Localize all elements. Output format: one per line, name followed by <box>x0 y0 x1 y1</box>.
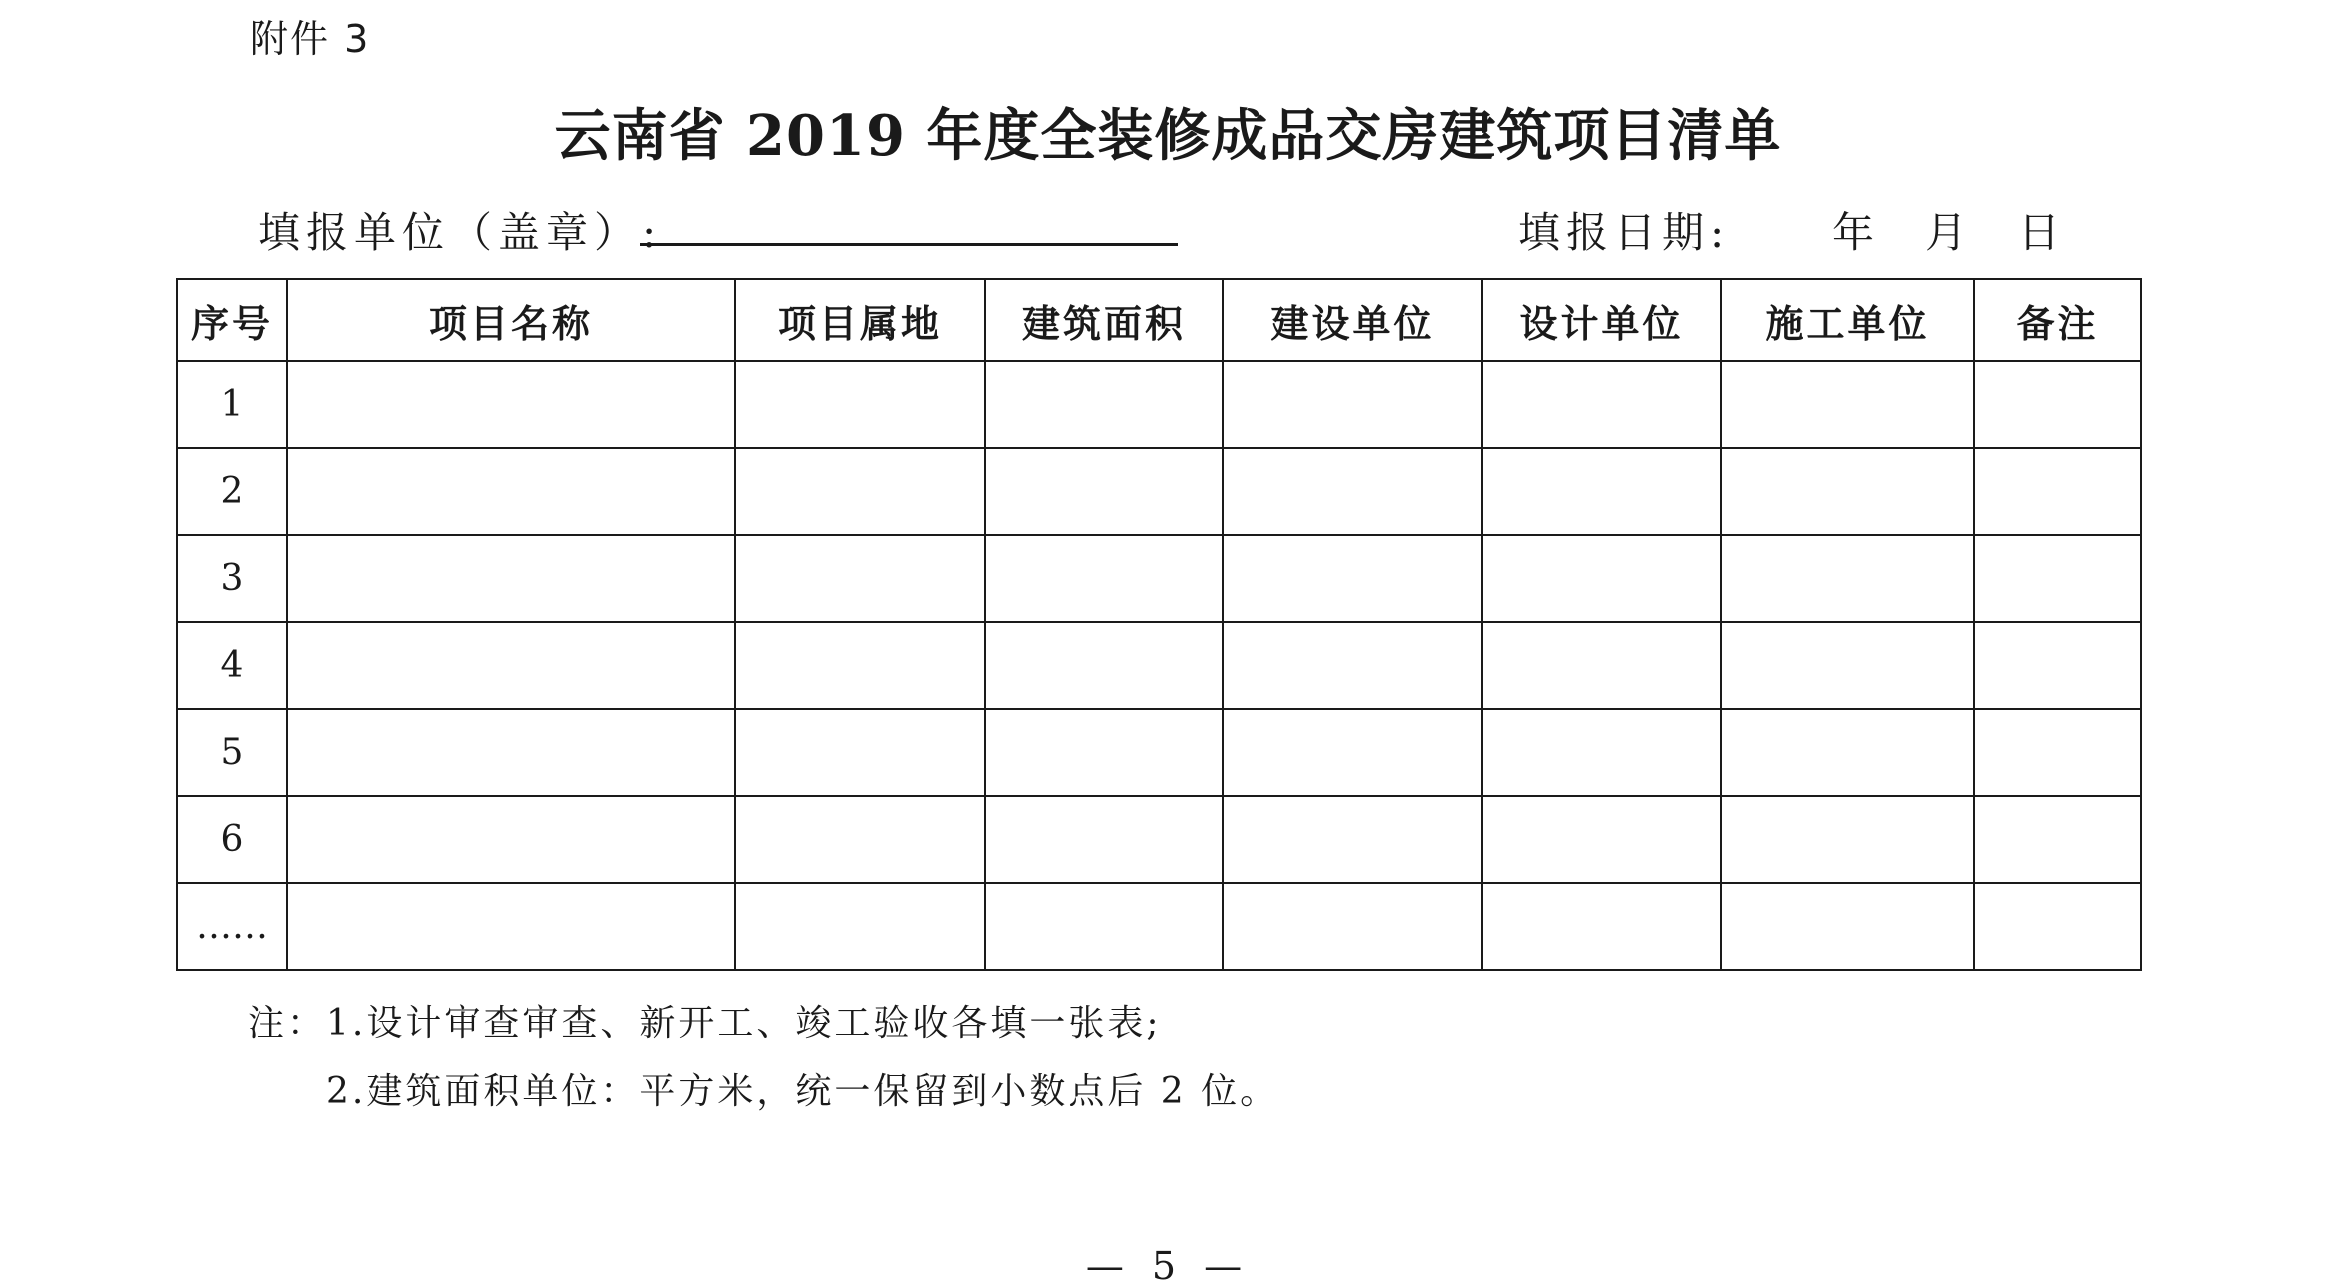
cell-project-name[interactable] <box>287 883 735 970</box>
table-header-row <box>177 279 2141 361</box>
cell-location[interactable] <box>735 361 985 448</box>
column-header-location: 项目属地 <box>735 279 985 361</box>
row-index: 6 <box>177 796 287 883</box>
cell-floor-area[interactable] <box>985 448 1223 535</box>
cell-project-name[interactable] <box>287 622 735 709</box>
cell-design-unit[interactable] <box>1482 796 1721 883</box>
column-header-index: 序号 <box>177 279 287 361</box>
cell-project-name[interactable] <box>287 361 735 448</box>
cell-design-unit[interactable] <box>1482 883 1721 970</box>
attachment-label: 附件 3 <box>250 17 371 61</box>
column-header-design-unit: 设计单位 <box>1482 279 1721 361</box>
cell-construction-unit[interactable] <box>1721 448 1974 535</box>
cell-construction-unit[interactable] <box>1721 796 1974 883</box>
cell-project-name[interactable] <box>287 709 735 796</box>
cell-floor-area[interactable] <box>985 796 1223 883</box>
cell-developer[interactable] <box>1223 883 1482 970</box>
table-row <box>177 796 2141 883</box>
cell-remarks[interactable] <box>1974 535 2141 622</box>
cell-remarks[interactable] <box>1974 883 2141 970</box>
row-index: 2 <box>177 448 287 535</box>
cell-remarks[interactable] <box>1974 361 2141 448</box>
cell-developer[interactable] <box>1223 535 1482 622</box>
cell-developer[interactable] <box>1223 361 1482 448</box>
cell-construction-unit[interactable] <box>1721 622 1974 709</box>
table-row <box>177 361 2141 448</box>
cell-construction-unit[interactable] <box>1721 535 1974 622</box>
cell-construction-unit[interactable] <box>1721 709 1974 796</box>
cell-developer[interactable] <box>1223 709 1482 796</box>
cell-project-name[interactable] <box>287 535 735 622</box>
cell-design-unit[interactable] <box>1482 535 1721 622</box>
cell-developer[interactable] <box>1223 622 1482 709</box>
cell-remarks[interactable] <box>1974 796 2141 883</box>
row-index: 4 <box>177 622 287 709</box>
date-day-label: 日 <box>2018 208 2061 257</box>
column-header-construction-unit: 施工单位 <box>1721 279 1974 361</box>
column-header-remarks: 备注 <box>1974 279 2141 361</box>
cell-location[interactable] <box>735 709 985 796</box>
column-header-floor-area: 建筑面积 <box>985 279 1223 361</box>
column-header-project-name: 项目名称 <box>287 279 735 361</box>
cell-floor-area[interactable] <box>985 709 1223 796</box>
cell-project-name[interactable] <box>287 796 735 883</box>
cell-location[interactable] <box>735 796 985 883</box>
document-title: 云南省 2019 年度全装修成品交房建筑项目清单 <box>554 103 1782 169</box>
row-index: …… <box>177 883 287 970</box>
cell-floor-area[interactable] <box>985 622 1223 709</box>
table-row <box>177 448 2141 535</box>
cell-project-name[interactable] <box>287 448 735 535</box>
cell-design-unit[interactable] <box>1482 622 1721 709</box>
cell-floor-area[interactable] <box>985 361 1223 448</box>
cell-design-unit[interactable] <box>1482 361 1721 448</box>
table-row <box>177 883 2141 970</box>
table-row <box>177 535 2141 622</box>
table-row <box>177 709 2141 796</box>
cell-design-unit[interactable] <box>1482 709 1721 796</box>
cell-location[interactable] <box>735 535 985 622</box>
row-index: 5 <box>177 709 287 796</box>
column-header-developer: 建设单位 <box>1223 279 1482 361</box>
cell-location[interactable] <box>735 448 985 535</box>
cell-remarks[interactable] <box>1974 622 2141 709</box>
row-index: 1 <box>177 361 287 448</box>
table-row <box>177 622 2141 709</box>
notes-section <box>248 990 1279 1126</box>
cell-developer[interactable] <box>1223 448 1482 535</box>
date-year-label: 年 <box>1832 208 1875 257</box>
fill-date-label: 填报日期: <box>1518 208 1731 257</box>
date-month-label: 月 <box>1925 208 1968 257</box>
row-index: 3 <box>177 535 287 622</box>
cell-location[interactable] <box>735 622 985 709</box>
cell-floor-area[interactable] <box>985 883 1223 970</box>
fill-unit-blank-line[interactable] <box>640 243 1178 246</box>
cell-construction-unit[interactable] <box>1721 361 1974 448</box>
cell-construction-unit[interactable] <box>1721 883 1974 970</box>
fill-unit-label: 填报单位（盖章）: <box>258 208 663 257</box>
page-number: — 5 — <box>1085 1244 1251 1288</box>
cell-developer[interactable] <box>1223 796 1482 883</box>
project-list-table <box>176 278 2142 971</box>
cell-remarks[interactable] <box>1974 448 2141 535</box>
note-line-2: 2.建筑面积单位：平方米，统一保留到小数点后 2 位。 <box>326 1071 1280 1112</box>
cell-design-unit[interactable] <box>1482 448 1721 535</box>
cell-remarks[interactable] <box>1974 709 2141 796</box>
note-line-1: 注：1.设计审查审查、新开工、竣工验收各填一张表; <box>248 1003 1162 1044</box>
cell-floor-area[interactable] <box>985 535 1223 622</box>
cell-location[interactable] <box>735 883 985 970</box>
